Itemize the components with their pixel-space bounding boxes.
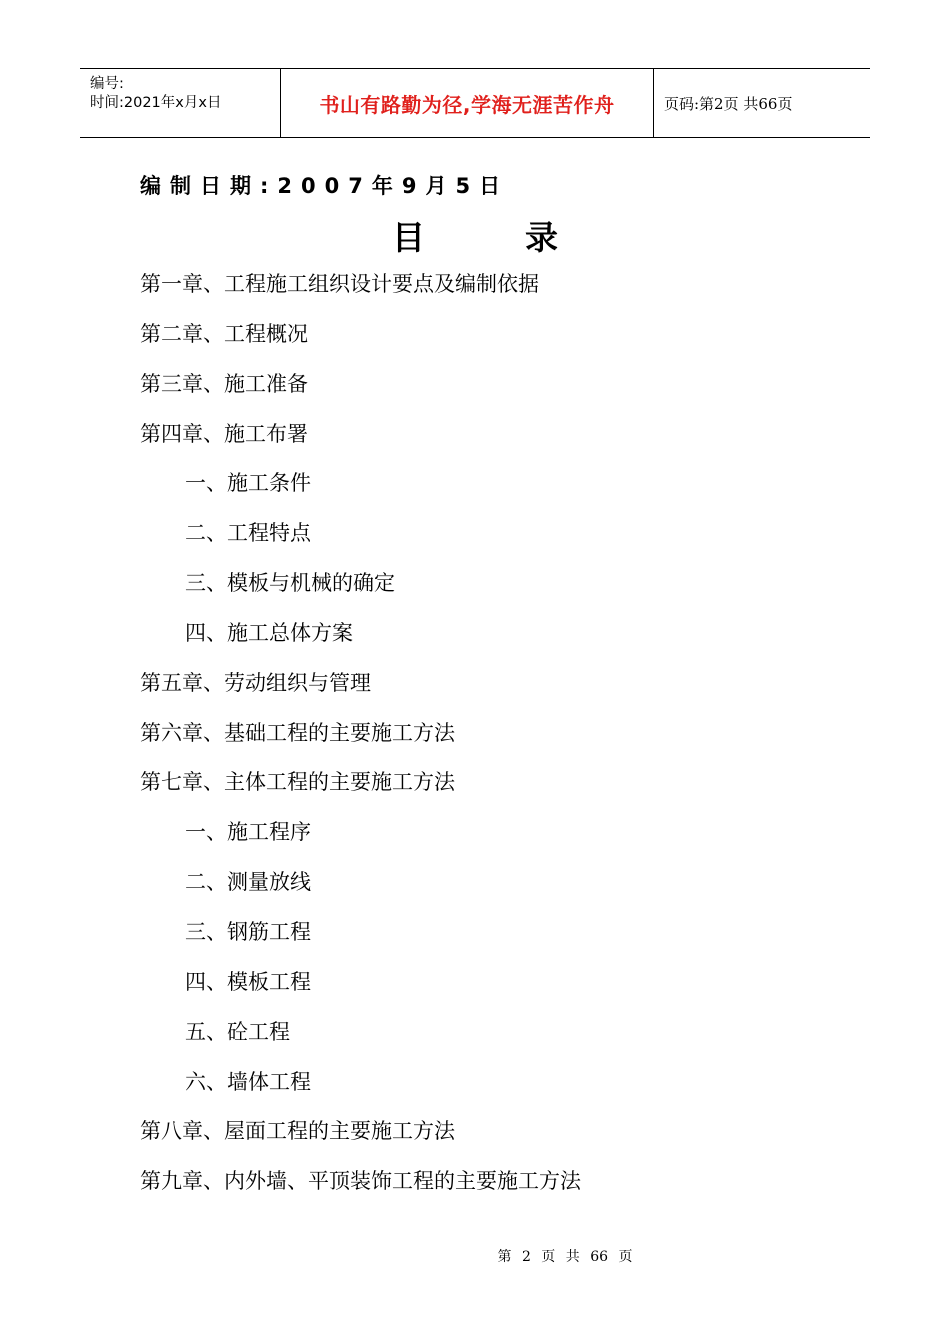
table-of-contents: [140, 266, 581, 1213]
compile-date: 编制日期:2007年9月5日: [140, 174, 510, 198]
toc-chapter-item: 第四章、施工布署: [140, 421, 308, 446]
toc-title: 目录: [392, 218, 658, 257]
toc-section-item: 三、钢筋工程: [185, 919, 311, 944]
toc-chapter-item: 第八章、屋面工程的主要施工方法: [140, 1119, 455, 1144]
page-info: 页码:第2页 共66页: [664, 94, 793, 113]
toc-section-item: 三、模板与机械的确定: [185, 571, 395, 596]
toc-chapter-item: 第六章、基础工程的主要施工方法: [140, 720, 455, 745]
toc-section-item: 五、砼工程: [185, 1019, 290, 1044]
toc-chapter-item: 第一章、工程施工组织设计要点及编制依据: [140, 272, 539, 296]
toc-chapter-item: 第二章、工程概况: [140, 321, 308, 346]
toc-chapter-item: 第九章、内外墙、平顶装饰工程的主要施工方法: [140, 1169, 581, 1194]
header-motto-cell: [281, 69, 654, 137]
toc-section-item: 二、工程特点: [185, 521, 311, 546]
header-left-cell: [80, 69, 281, 137]
toc-section-item: 一、施工条件: [185, 471, 311, 496]
toc-chapter-item: 第七章、主体工程的主要施工方法: [140, 770, 455, 795]
toc-chapter-item: 第五章、劳动组织与管理: [140, 670, 371, 695]
time-label: 时间:2021年x月x日: [90, 95, 222, 111]
page-header: [80, 68, 870, 138]
toc-chapter-item: 第三章、施工准备: [140, 371, 308, 396]
number-label: 编号:: [90, 76, 124, 92]
toc-section-item: 二、测量放线: [185, 870, 311, 895]
toc-section-item: 一、施工程序: [185, 820, 311, 845]
page-footer: 第 2 页 共 66 页: [497, 1249, 633, 1265]
motto-text: 书山有路勤为径,学海无涯苦作舟: [319, 92, 615, 117]
toc-section-item: 四、施工总体方案: [185, 620, 353, 645]
toc-section-item: 六、墙体工程: [185, 1069, 311, 1094]
header-page-cell: [654, 69, 880, 137]
toc-section-item: 四、模板工程: [185, 969, 311, 994]
